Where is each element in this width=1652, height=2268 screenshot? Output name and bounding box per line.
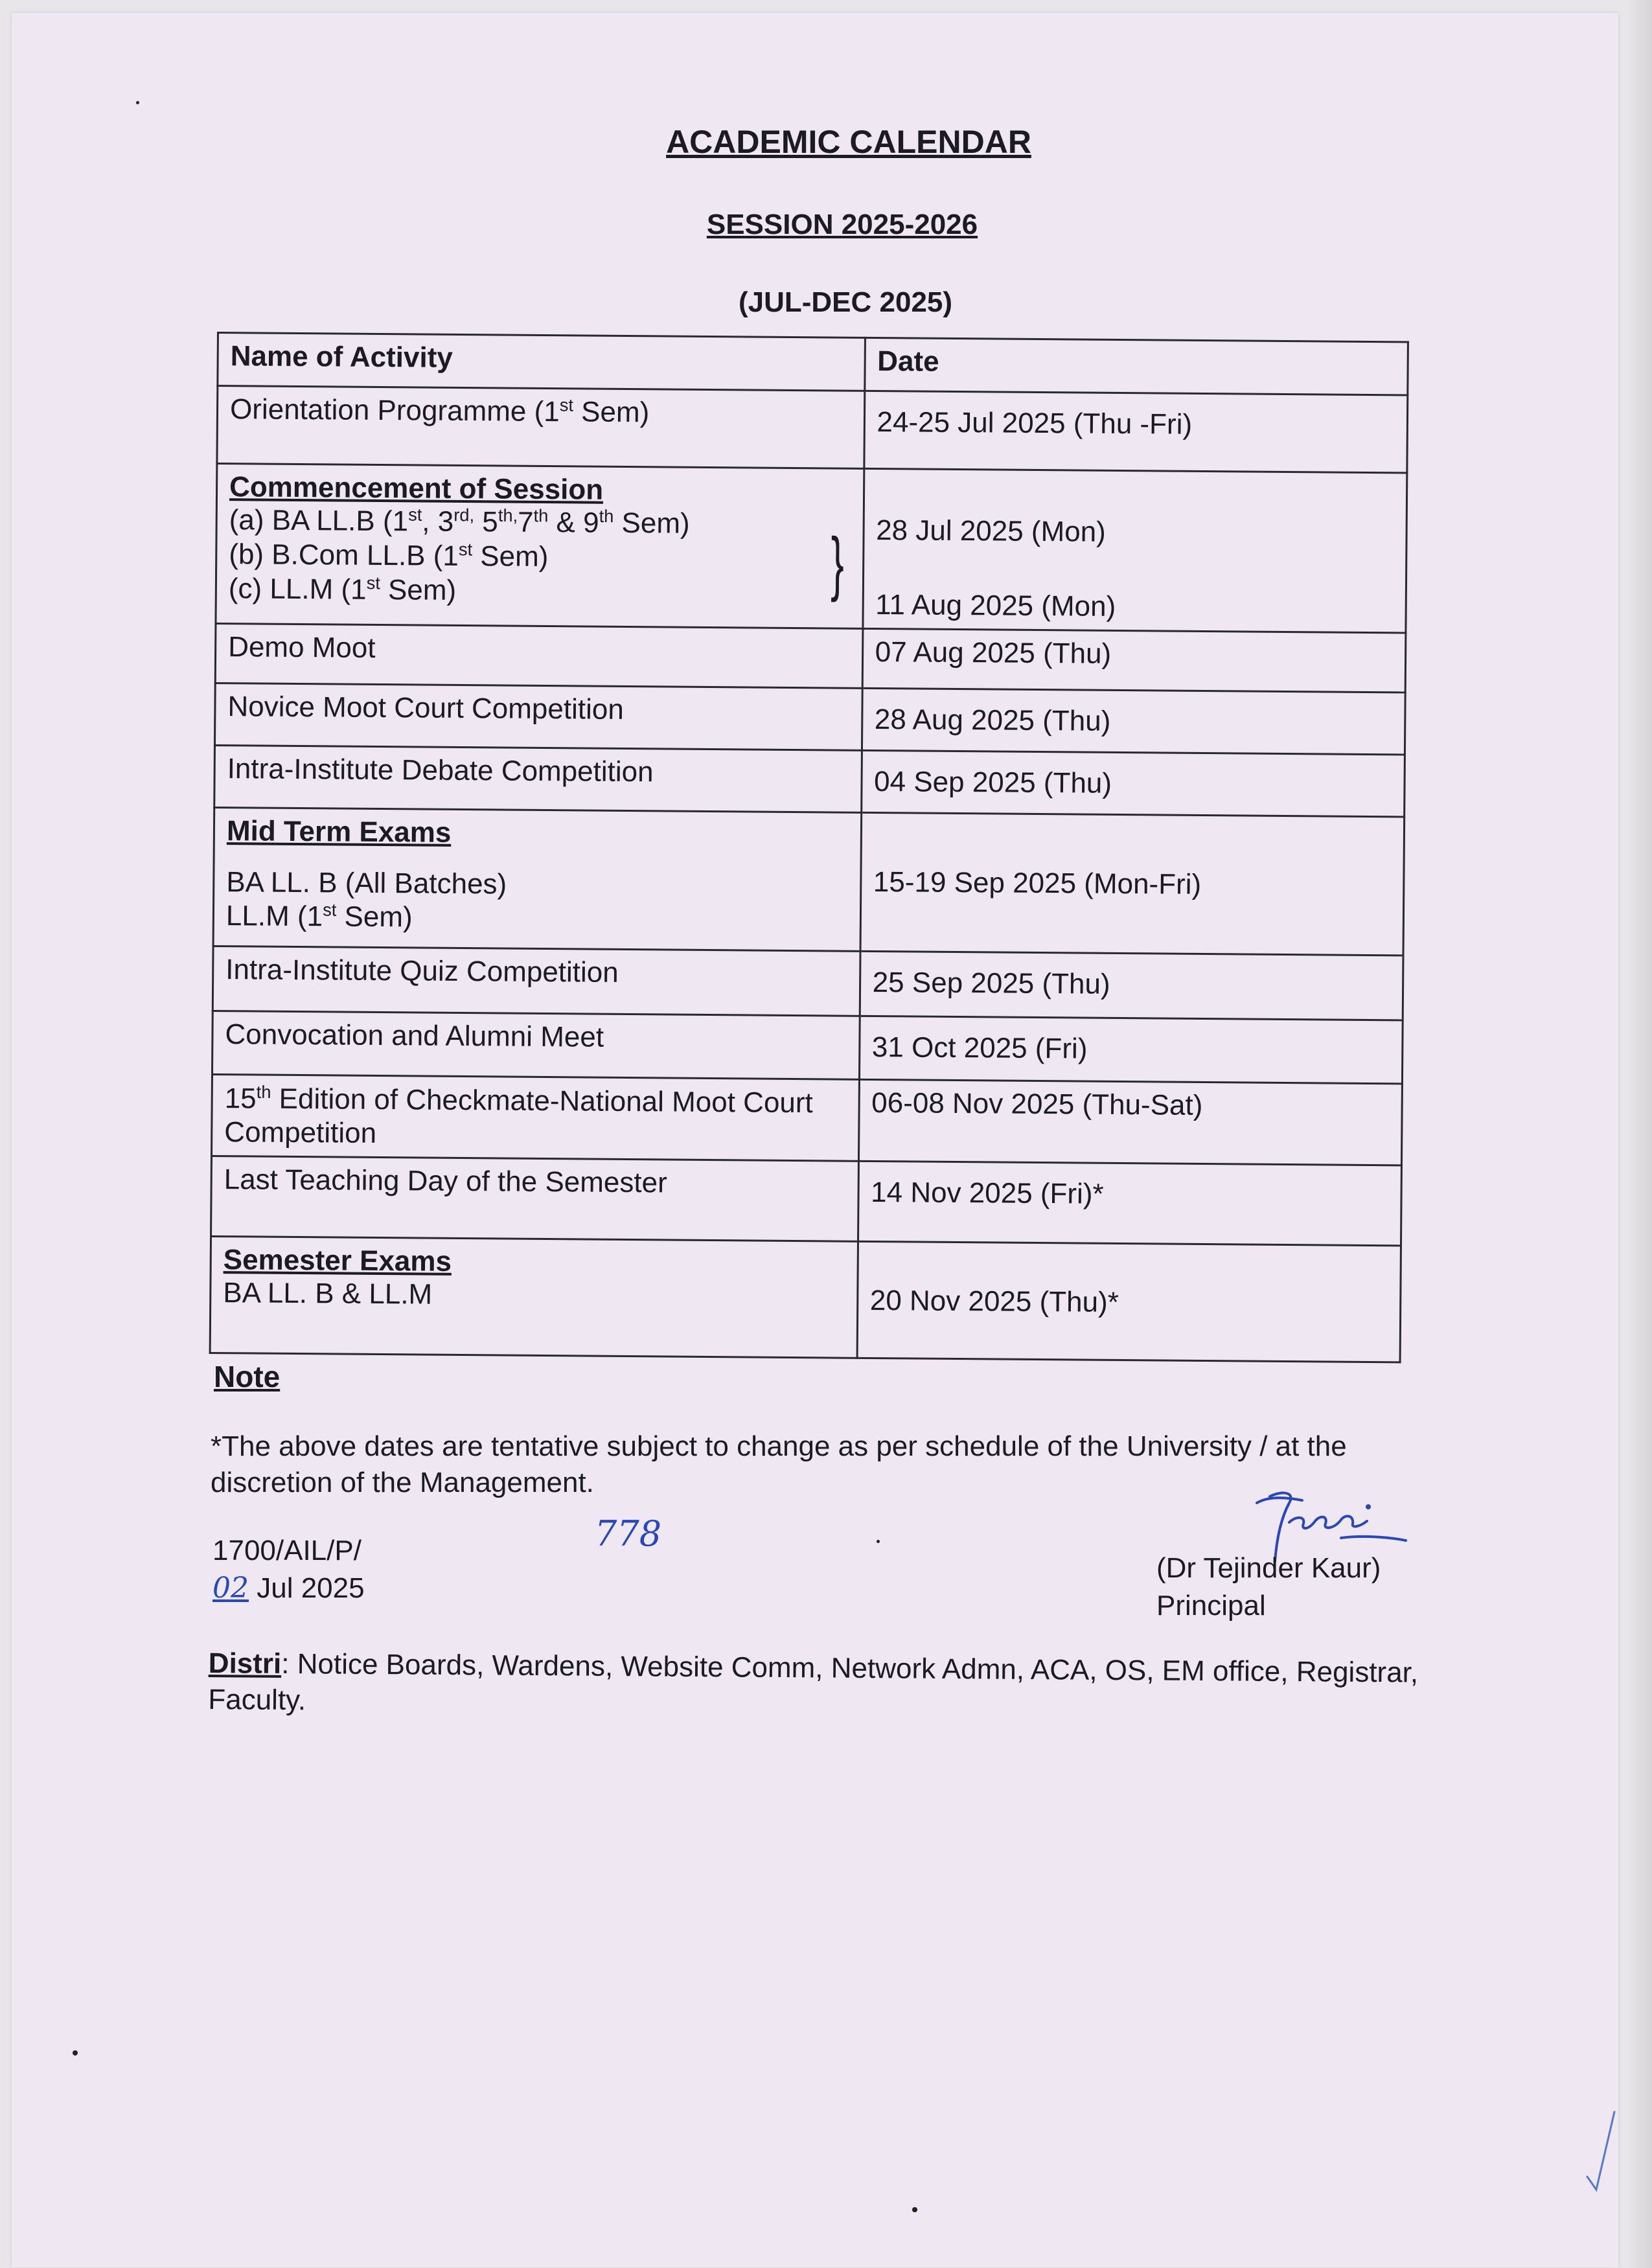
activity-cell	[217, 386, 864, 469]
date-cell: 04 Sep 2025 (Thu)	[861, 750, 1405, 817]
table-row-quiz	[212, 946, 1403, 1020]
distribution-text: : Notice Boards, Wardens, Website Comm, Network Admn, ACA, OS, EM office, Registrar, Faculty.	[208, 1647, 1419, 1717]
table-row-commencement	[216, 464, 1407, 633]
date-cell: 15-19 Sep 2025 (Mon-Fri)	[860, 812, 1405, 956]
activity-cell: Convocation and Alumni Meet	[212, 1011, 859, 1079]
table-row-demo-moot	[215, 623, 1406, 692]
table-row-orientation	[217, 386, 1408, 473]
reference-date	[212, 1570, 365, 1607]
brace-symbol: }	[830, 523, 845, 603]
activity-label: 15th Edition of Checkmate-National Moot Court Competition	[224, 1081, 813, 1150]
pen-tick-mark	[1581, 2105, 1620, 2196]
scan-speck	[912, 2207, 917, 2212]
activity-line: (a) BA LL.B (1st, $3^{rd,}$ $5^{th,}7th$ & 9th Sem)	[229, 504, 690, 540]
header-date: Date	[864, 338, 1408, 395]
signatory-block	[1156, 1550, 1381, 1625]
activity-cell	[213, 807, 861, 951]
activity-cell: Intra-Institute Quiz Competition	[212, 946, 860, 1016]
activity-cell	[216, 464, 864, 628]
reference-number	[212, 1513, 662, 1570]
activity-cell	[212, 1074, 860, 1161]
scan-speck	[136, 101, 139, 104]
activity-line: BA LL. B (All Batches)	[226, 865, 507, 900]
table-header-row	[218, 333, 1408, 395]
activity-line: LL.M (1st Sem)	[225, 900, 413, 934]
signatory-designation: Principal	[1156, 1590, 1266, 1621]
date-cell: 07 Aug 2025 (Thu)	[862, 628, 1406, 693]
activity-line: BA LL. B & LL.M	[223, 1277, 433, 1311]
activity-line: (b) B.Com LL.B (1st Sem)	[229, 538, 549, 573]
document-period: (JUL-DEC 2025)	[738, 286, 953, 318]
scan-edge-shadow	[1626, 0, 1652, 2268]
scan-speck	[73, 2050, 78, 2056]
date-line: 28 Jul 2025 (Mon)	[875, 514, 1107, 548]
table-row-last-day	[211, 1156, 1402, 1246]
date-cell: 24-25 Jul 2025 (Thu -Fri)	[864, 391, 1407, 473]
table-row-mid-term	[213, 807, 1405, 955]
date-cell: 06-08 Nov 2025 (Thu-Sat)	[858, 1079, 1402, 1165]
date-cell: 25 Sep 2025 (Thu)	[860, 951, 1403, 1020]
calendar-table	[209, 332, 1409, 1364]
activity-cell: Demo Moot	[215, 623, 862, 688]
reference-prefix: 1700/AIL/P/	[212, 1535, 361, 1566]
activity-cell: Intra-Institute Debate Competition	[214, 745, 862, 812]
distribution-label: Distri	[208, 1647, 282, 1680]
reference-block	[212, 1513, 662, 1607]
table-row-semester-exams	[210, 1237, 1401, 1362]
distribution-list	[208, 1645, 1485, 1728]
signatory-name: (Dr Tejinder Kaur)	[1156, 1552, 1381, 1584]
reference-day-handwritten: 02	[212, 1572, 249, 1605]
note-heading: Note	[214, 1360, 281, 1393]
section-title: Mid Term Exams	[226, 814, 452, 849]
activity-cell: Last Teaching Day of the Semester	[211, 1156, 859, 1242]
date-line: 11 Aug 2025 (Mon)	[875, 588, 1116, 623]
date-cell: 14 Nov 2025 (Fri)*	[858, 1162, 1401, 1246]
header-activity: Name of Activity	[218, 333, 865, 391]
activity-line: (c) LL.M (1st Sem)	[228, 572, 457, 606]
table-row-checkmate	[212, 1074, 1403, 1165]
scan-speck	[877, 1540, 880, 1543]
reference-number-handwritten: 778	[595, 1513, 662, 1554]
activity-cell	[210, 1237, 858, 1358]
document-title: ACADEMIC CALENDAR	[666, 124, 1031, 160]
date-cell: 31 Oct 2025 (Fri)	[859, 1016, 1403, 1084]
activity-cell: Novice Moot Court Competition	[214, 683, 862, 750]
document-session: SESSION 2025-2026	[706, 209, 978, 240]
date-cell	[862, 468, 1406, 632]
table-row-debate	[214, 745, 1405, 816]
section-title: Semester Exams	[223, 1244, 452, 1278]
note-text: *The above dates are tentative subject to change as per schedule of the University / at the discretion of the Management.	[211, 1430, 1347, 1498]
table-row-novice-moot	[214, 683, 1405, 754]
date-cell: 20 Nov 2025 (Thu)*	[857, 1241, 1401, 1362]
table-row-convocation	[212, 1011, 1403, 1083]
reference-month-year: Jul 2025	[257, 1572, 365, 1604]
section-title: Commencement of Session	[229, 471, 604, 506]
date-cell: 28 Aug 2025 (Thu)	[862, 688, 1405, 755]
activity-label: Orientation Programme (1st Sem)	[229, 393, 650, 429]
